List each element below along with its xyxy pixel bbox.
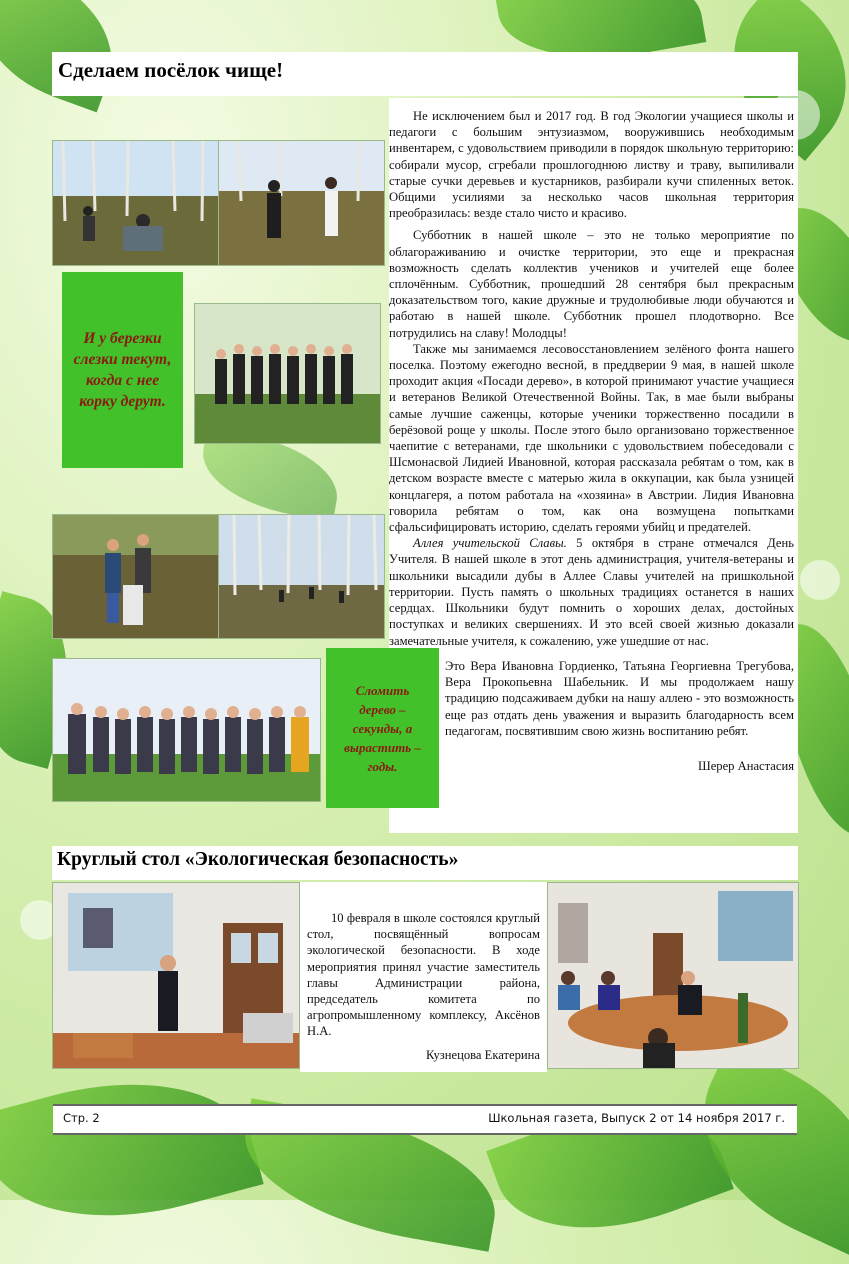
photo-planting-1 [52,514,219,639]
article1-paragraph-2: Субботник в нашей школе – это не только мероприятие по облагораживанию и очистке территории, это еще и прекрасная возможность сделать коллектив учеников и учителей еще более сплочённым. Субботник, прошедший 28 сентября был прекрасным доказательством того, какие дружные и трудолюбивые люди обучаются и работаю в нашей школе. Субботник прошел плодотворно. Все потрудились на славу! Молодцы! [389,228,794,340]
footer-page-number: Стр. 2 [63,1111,100,1125]
photo-veterans [52,658,321,802]
article2-author: Кузнецова Екатерина [426,1048,540,1062]
photo-group-students [194,303,381,444]
quote-birch-text: И у березки слезки текут, когда с нее корку дерут. [73,330,172,410]
page-footer [53,1104,797,1135]
photo-planting-2 [218,514,385,639]
article1-paragraph-5: Это Вера Ивановна Гордиенко, Татьяна Георгиевна Трегубова, Вера Прокопьевна Шабельник. И мы продолжаем нашу традицию подсаживаем дубки на нашу аллею - это возможность еще раз отдать день уважения и выразить благодарность всем педагогам, посвятившим свою жизнь воспитанию ребят. [445,659,794,738]
article1-paragraph-1: Не исключением был и 2017 год. В год Экологии учащиеся школы и педагоги с большим энтузиазмом, вооружившись необходимым инвентарем, с удовольствием приводили в порядок школьную территорию: собирали мусор, сгребали прошлогоднюю листву и траву, выпиливали старые сучки деревьев и кустарников, разбирали кучи спиленных веток. Общими усилиями за несколько часов школьная территория преобразилась: везде стало чисто и красиво. [389,109,794,221]
photo-roundtable-speaker [52,882,300,1069]
article1-paragraph-3: Также мы занимаемся лесовосстановлением зелёного фонта нашего поселка. Поэтому ежегодно весной, в преддверии 9 мая, в нашей школе проходит акция «Посади дерево», в которой принимают участие учащиеся и ветеранов Великой Отечественной Войны. Так, в мае были выбраны самые лучшие саженцы, которые ученики торжественно посадили в берёзовой роще у школы. После этого было организовано торжественное чаепитие с ветеранами, где школьники с удовольствием побеседовали с Шсмонасвой Лидией Ивановной, которая рассказала ребятам о том, как в детском возрасте вместе с матерью жила в оккупации, как была узницей концлагеря, а потом работала на «хозяина» в Австрии. Лидия Ивановна говорила ребятам о том, как она возмущена попытками сфальсифицировать историю, сделать героями убийц и предателей. [389,341,794,535]
article1-author: Шерер Анастасия [697,759,794,773]
quote-tree [326,648,439,808]
article1-body [389,108,794,649]
photo-roundtable-meeting [547,882,799,1069]
article2-paragraph: 10 февраля в школе состоялся круглый стол, посвящённый вопросам экологической безопасности. В ходе мероприятия принял участие заместитель главы Администрации района, председатель комитета по агропромышленному комплексу, Аксёнов Н.А. [307,911,540,1039]
article1-paragraph-4-text: 5 октября в стране отмечался День Учителя. В нашей школе в этот день администрация, учителя-ветераны и школьники высадили дубы в Аллее Славы учителей на пришкольной территории. Пусть память о школьных традициях останется в наших сердцах. Школьники будут помнить о хороших делах, достойных поступках и великих свершениях. И это всей своей жизнью доказали замечательные учителя, к сожалению, уже ушедшие от нас. [389,536,794,648]
quote-birch [62,272,183,468]
article2-body [307,910,540,1040]
footer-issue-info: Школьная газета, Выпуск 2 от 14 ноября 2017 г. [488,1111,785,1125]
quote-tree-text: Сломить дерево – секунды, а вырастить – годы. [344,682,421,774]
article1-paragraph-4 [389,535,794,648]
article1-alley-title: Аллея учительской Славы. [413,536,567,551]
article2-title: Круглый стол «Экологическая безопасность» [57,849,459,870]
photo-cleanup-1 [52,140,219,266]
photo-cleanup-2 [218,140,385,266]
article1-title: Сделаем посёлок чище! [58,58,284,82]
article1-body-end [445,658,794,739]
